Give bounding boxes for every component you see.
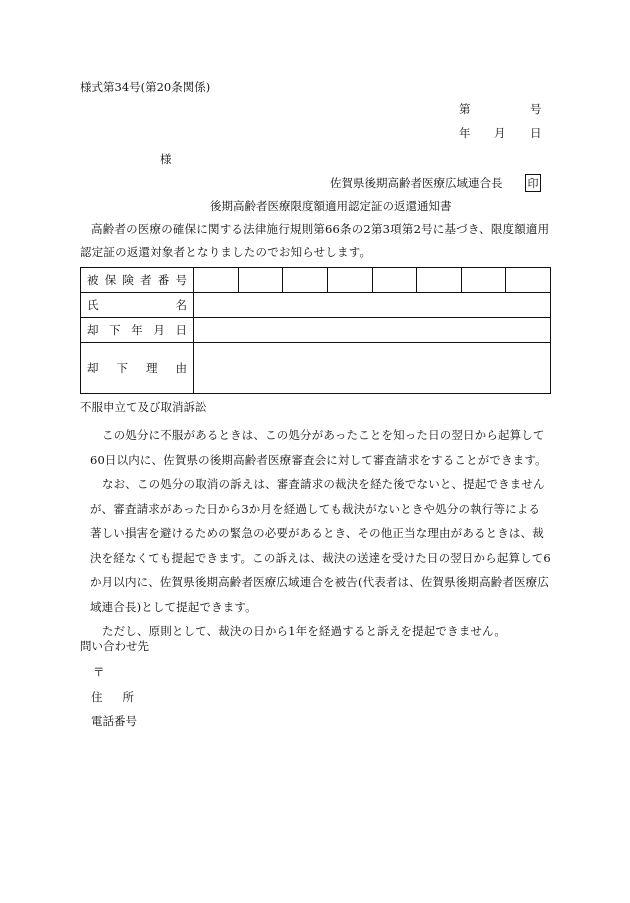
address-label: 住 所	[91, 690, 134, 704]
seal-mark: 印	[525, 174, 541, 192]
name-label: 氏 名	[81, 293, 194, 318]
issuer-name: 佐賀県後期高齢者医療広域連合長	[330, 176, 503, 190]
number-suffix: 号	[530, 102, 542, 116]
rejection-date-field[interactable]	[194, 318, 551, 343]
rejection-reason-label: 却 下 理 由	[81, 343, 194, 394]
document-title: 後期高齢者医療限度額適用認定証の返還通知書	[210, 199, 452, 213]
addressee-suffix: 様	[160, 152, 172, 166]
insured-number-digit-box[interactable]	[372, 268, 417, 293]
insured-number-digit-box[interactable]	[461, 268, 506, 293]
appeal-body	[90, 423, 551, 644]
postal-mark: 〒	[93, 665, 105, 679]
intro-paragraph: 高齢者の医療の確保に関する法律施行規則第66条の2第3項第2号に基づき、限度額適用認定証の返還対象者となりましたのでお知らせします。	[80, 222, 550, 259]
rejection-date-label: 却 下 年 月 日	[81, 318, 194, 343]
appeal-paragraph: この処分に不服があるときは、この処分があったことを知った日の翌日から起算して60日以内に、佐賀県の後期高齢者医療審査会に対して審査請求をすることができます。	[90, 428, 547, 467]
date-month-label: 月	[494, 126, 506, 140]
number-prefix: 第	[459, 102, 471, 116]
phone-label: 電話番号	[91, 714, 137, 728]
date-year-label: 年	[459, 126, 471, 140]
insured-number-digit-box[interactable]	[327, 268, 372, 293]
insured-number-label-chars: 被 保 険 者 番 号	[87, 273, 187, 287]
appeal-paragraph: ただし、原則として、裁決の日から1年を経過すると訴えを提起できません。	[102, 624, 507, 638]
insured-number-digit-box[interactable]	[417, 268, 462, 293]
insured-number-digit-box[interactable]	[194, 268, 239, 293]
insured-number-digit-box[interactable]	[238, 268, 283, 293]
date-day-label: 日	[530, 126, 542, 140]
appeal-paragraph: なお、この処分の取消の訴えは、審査請求の裁決を経た後でないと、提起できませんが、審査請求があった日から3か月を経過しても裁決がないときや処分の執行等による著しい損害を避けるための緊急の必要があるとき、その他正当な理由があるときは、裁決を経なくても提起できます。この訴えは、裁決の送達を受けた日の翌日から起算して6か月以内に、佐賀県後期高齢者医療広域連合を被告(代表者は、佐賀県後期高齢者医療広域連合長)として提起できます。	[90, 477, 551, 614]
rejection-reason-field[interactable]	[194, 343, 551, 394]
contact-heading: 問い合わせ先	[80, 639, 149, 653]
insured-number-label	[81, 268, 194, 293]
appeal-heading: 不服申立て及び取消訴訟	[80, 400, 207, 414]
name-field[interactable]	[194, 293, 551, 318]
insured-number-digit-box[interactable]	[506, 268, 551, 293]
applicant-info-table	[80, 267, 551, 394]
form-number: 様式第34号(第20条関係)	[80, 80, 211, 94]
insured-number-digit-box[interactable]	[283, 268, 328, 293]
